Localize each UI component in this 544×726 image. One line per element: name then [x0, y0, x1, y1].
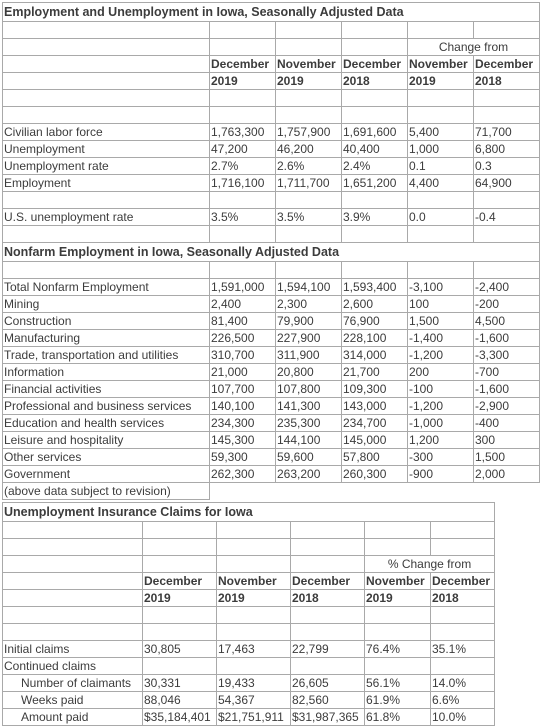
cell-value: 76.4% — [365, 641, 431, 658]
row-label: Mining — [3, 296, 210, 313]
spacer-row — [3, 90, 540, 107]
cell-value: 56.1% — [365, 675, 431, 692]
cell-value: 234,300 — [210, 415, 276, 432]
cell-value: 1,711,700 — [276, 175, 342, 192]
cell-value: 22,799 — [291, 641, 365, 658]
row-label: Number of claimants — [3, 675, 143, 692]
cell-value: 263,200 — [276, 466, 342, 483]
cell-value: 1,500 — [474, 449, 540, 466]
cell-value: 30,805 — [143, 641, 217, 658]
row-label: Government — [3, 466, 210, 483]
cell-value: 144,100 — [276, 432, 342, 449]
cell-value: 61.8% — [365, 709, 431, 726]
cell-value: 59,300 — [210, 449, 276, 466]
col-month: November — [276, 56, 342, 73]
col-month: November — [365, 573, 431, 590]
row-label: Amount paid — [3, 709, 143, 726]
cell-value: 2.4% — [342, 158, 408, 175]
cell-value: 2,300 — [276, 296, 342, 313]
cell-value: 54,367 — [217, 692, 291, 709]
cell-value: 1,593,400 — [342, 279, 408, 296]
revision-note: (above data subject to revision) — [3, 483, 210, 500]
cell-value: 35.1% — [431, 641, 495, 658]
row-label: Total Nonfarm Employment — [3, 279, 210, 296]
cell-value: -1,600 — [474, 330, 540, 347]
cell-value: 140,100 — [210, 398, 276, 415]
cell-value: 1,000 — [408, 141, 474, 158]
col-year: 2018 — [474, 73, 540, 90]
col-month: December — [431, 573, 495, 590]
cell-value: 5,400 — [408, 124, 474, 141]
row-label: Financial activities — [3, 381, 210, 398]
col-year: 2019 — [365, 590, 431, 607]
cell-value: 300 — [474, 432, 540, 449]
report-container — [2, 2, 540, 726]
cell-value: 6.6% — [431, 692, 495, 709]
cell-value: 1,591,000 — [210, 279, 276, 296]
table-row — [3, 415, 540, 432]
col-year: 2019 — [143, 590, 217, 607]
col-month: December — [474, 56, 540, 73]
col-year: 2018 — [342, 73, 408, 90]
cell-value: 143,000 — [342, 398, 408, 415]
header-month-row — [3, 573, 495, 590]
cell-value: -1,200 — [408, 398, 474, 415]
row-label: Leisure and hospitality — [3, 432, 210, 449]
col-month: December — [143, 573, 217, 590]
row-label: Civilian labor force — [3, 124, 210, 141]
row-label: Other services — [3, 449, 210, 466]
note-row — [3, 483, 540, 500]
spacer-row — [3, 539, 495, 556]
spacer-row — [3, 107, 540, 124]
cell-value: 57,800 — [342, 449, 408, 466]
cell-value: 1,500 — [408, 313, 474, 330]
col-month: November — [217, 573, 291, 590]
table-row — [3, 466, 540, 483]
cell-value: 227,900 — [276, 330, 342, 347]
cell-value: 1,763,300 — [210, 124, 276, 141]
employment-title: Employment and Unemployment in Iowa, Seasonally Adjusted Data — [3, 3, 540, 22]
cell-value: 47,200 — [210, 141, 276, 158]
cell-value: 20,800 — [276, 364, 342, 381]
table-row — [3, 675, 495, 692]
cell-value: 310,700 — [210, 347, 276, 364]
cell-value: -1,000 — [408, 415, 474, 432]
cell-value: 2,000 — [474, 466, 540, 483]
table-row — [3, 347, 540, 364]
spacer-row — [3, 22, 540, 39]
employment-table — [2, 2, 540, 500]
spacer-row — [3, 262, 540, 279]
spacer-row — [3, 624, 495, 641]
cell-value: 30,331 — [143, 675, 217, 692]
cell-value: 234,700 — [342, 415, 408, 432]
cell-value: -300 — [408, 449, 474, 466]
cell-value: -900 — [408, 466, 474, 483]
row-label: Manufacturing — [3, 330, 210, 347]
col-month: December — [210, 56, 276, 73]
cell-value: 107,800 — [276, 381, 342, 398]
cell-value: -400 — [474, 415, 540, 432]
table-row — [3, 141, 540, 158]
header-year-row — [3, 590, 495, 607]
cell-value: 228,100 — [342, 330, 408, 347]
table-title-row — [3, 503, 495, 522]
col-year: 2019 — [276, 73, 342, 90]
table-row — [3, 381, 540, 398]
table-row — [3, 432, 540, 449]
row-label: Unemployment rate — [3, 158, 210, 175]
cell-value: 3.9% — [342, 209, 408, 226]
nonfarm-title: Nonfarm Employment in Iowa, Seasonally Adjusted Data — [3, 243, 540, 262]
col-month: December — [342, 56, 408, 73]
cell-value: 262,300 — [210, 466, 276, 483]
row-label: Professional and business services — [3, 398, 210, 415]
col-year: 2018 — [431, 590, 495, 607]
table-row — [3, 398, 540, 415]
cell-value: -3,100 — [408, 279, 474, 296]
table-row — [3, 364, 540, 381]
cell-value: 2,600 — [342, 296, 408, 313]
cell-value — [143, 658, 217, 675]
cell-value: -100 — [408, 381, 474, 398]
col-month: December — [291, 573, 365, 590]
table-row — [3, 330, 540, 347]
col-year: 2019 — [217, 590, 291, 607]
table-row — [3, 175, 540, 192]
table-row — [3, 279, 540, 296]
cell-value: 21,000 — [210, 364, 276, 381]
cell-value: -1,400 — [408, 330, 474, 347]
cell-value: -3,300 — [474, 347, 540, 364]
table-title-row — [3, 3, 540, 22]
row-label: Initial claims — [3, 641, 143, 658]
cell-value: 4,500 — [474, 313, 540, 330]
row-label: U.S. unemployment rate — [3, 209, 210, 226]
row-label: Unemployment — [3, 141, 210, 158]
cell-value: 82,560 — [291, 692, 365, 709]
cell-value: -1,600 — [474, 381, 540, 398]
cell-value: 3.5% — [210, 209, 276, 226]
claims-table — [2, 502, 495, 726]
table-title-row — [3, 243, 540, 262]
table-row — [3, 158, 540, 175]
header-year-row — [3, 73, 540, 90]
cell-value: 26,605 — [291, 675, 365, 692]
row-label: Trade, transportation and utilities — [3, 347, 210, 364]
cell-value: 6,800 — [474, 141, 540, 158]
cell-value: -2,900 — [474, 398, 540, 415]
cell-value: 1,757,900 — [276, 124, 342, 141]
cell-value: 1,594,100 — [276, 279, 342, 296]
cell-value: 81,400 — [210, 313, 276, 330]
cell-value: -2,400 — [474, 279, 540, 296]
row-label: Employment — [3, 175, 210, 192]
cell-value: $31,987,365 — [291, 709, 365, 726]
spacer-row — [3, 522, 495, 539]
cell-value: -0.4 — [474, 209, 540, 226]
cell-value: 311,900 — [276, 347, 342, 364]
row-label: Education and health services — [3, 415, 210, 432]
table-row — [3, 641, 495, 658]
cell-value — [217, 658, 291, 675]
cell-value: 1,200 — [408, 432, 474, 449]
cell-value: 61.9% — [365, 692, 431, 709]
cell-value: 2,400 — [210, 296, 276, 313]
cell-value: 4,400 — [408, 175, 474, 192]
cell-value: 14.0% — [431, 675, 495, 692]
cell-value: -1,200 — [408, 347, 474, 364]
spacer-row — [3, 226, 540, 243]
row-label: Information — [3, 364, 210, 381]
header-month-row — [3, 56, 540, 73]
col-year: 2019 — [210, 73, 276, 90]
cell-value: 1,691,600 — [342, 124, 408, 141]
cell-value: 0.3 — [474, 158, 540, 175]
cell-value: 40,400 — [342, 141, 408, 158]
cell-value: 10.0% — [431, 709, 495, 726]
cell-value: 2.7% — [210, 158, 276, 175]
table-row — [3, 692, 495, 709]
cell-value — [431, 658, 495, 675]
cell-value: 1,716,100 — [210, 175, 276, 192]
cell-value: 71,700 — [474, 124, 540, 141]
table-row — [3, 209, 540, 226]
cell-value: 100 — [408, 296, 474, 313]
cell-value: $21,751,911 — [217, 709, 291, 726]
row-label: Construction — [3, 313, 210, 330]
cell-value: 226,500 — [210, 330, 276, 347]
cell-value — [291, 658, 365, 675]
claims-title: Unemployment Insurance Claims for Iowa — [3, 503, 495, 522]
cell-value: 107,700 — [210, 381, 276, 398]
cell-value: 2.6% — [276, 158, 342, 175]
table-row — [3, 658, 495, 675]
pct-change-from-label: % Change from — [365, 556, 495, 573]
cell-value: $35,184,401 — [143, 709, 217, 726]
cell-value: -200 — [474, 296, 540, 313]
col-month: November — [408, 56, 474, 73]
cell-value: 0.1 — [408, 158, 474, 175]
header-row — [3, 556, 495, 573]
cell-value: 1,651,200 — [342, 175, 408, 192]
cell-value: 235,300 — [276, 415, 342, 432]
cell-value: 59,600 — [276, 449, 342, 466]
table-row — [3, 449, 540, 466]
cell-value: 314,000 — [342, 347, 408, 364]
row-label: Weeks paid — [3, 692, 143, 709]
cell-value: 145,300 — [210, 432, 276, 449]
cell-value: 79,900 — [276, 313, 342, 330]
spacer-row — [3, 607, 495, 624]
cell-value: 17,463 — [217, 641, 291, 658]
cell-value: 46,200 — [276, 141, 342, 158]
table-row — [3, 296, 540, 313]
header-row — [3, 39, 540, 56]
change-from-label: Change from — [408, 39, 540, 56]
cell-value: 3.5% — [276, 209, 342, 226]
table-row — [3, 313, 540, 330]
cell-value: 260,300 — [342, 466, 408, 483]
table-row — [3, 709, 495, 726]
cell-value: 76,900 — [342, 313, 408, 330]
spacer-row — [3, 192, 540, 209]
cell-value: -700 — [474, 364, 540, 381]
cell-value: 19,433 — [217, 675, 291, 692]
cell-value: 200 — [408, 364, 474, 381]
cell-value: 145,000 — [342, 432, 408, 449]
row-label: Continued claims — [3, 658, 143, 675]
cell-value: 0.0 — [408, 209, 474, 226]
cell-value: 64,900 — [474, 175, 540, 192]
cell-value: 88,046 — [143, 692, 217, 709]
cell-value: 109,300 — [342, 381, 408, 398]
col-year: 2019 — [408, 73, 474, 90]
cell-value — [365, 658, 431, 675]
cell-value: 141,300 — [276, 398, 342, 415]
table-row — [3, 124, 540, 141]
col-year: 2018 — [291, 590, 365, 607]
cell-value: 21,700 — [342, 364, 408, 381]
